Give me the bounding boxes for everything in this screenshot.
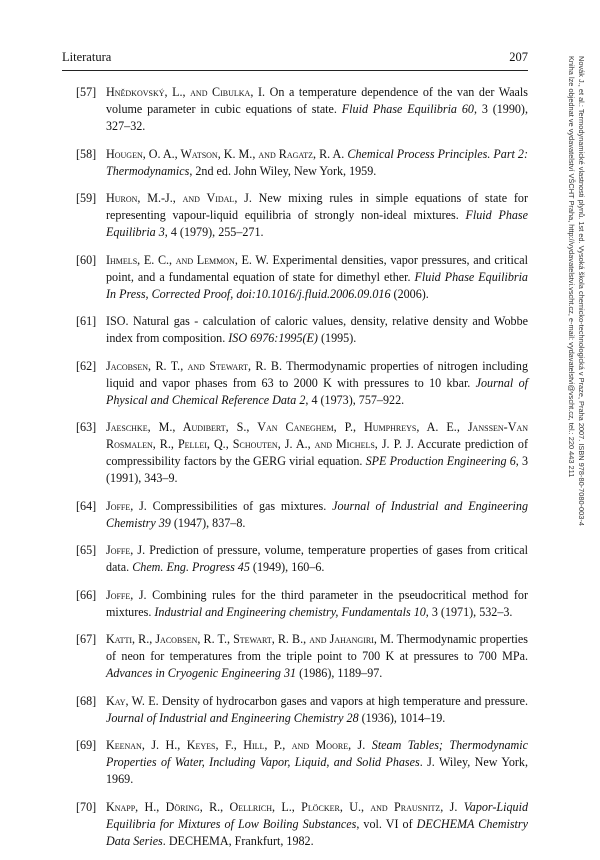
reference-67 xyxy=(62,631,528,682)
reference-62 xyxy=(62,358,528,409)
reference-source: Advances in Cryogenic Engineering 31 xyxy=(106,666,297,680)
reference-authors: Knapp, H., Döring, R., Oellrich, L., Plöcker, U., and Prausnitz, J. xyxy=(106,799,458,814)
reference-source: Steam Tables; Thermodynamic Properties of Water, Including Vapor, Liquid, and Solid Phases xyxy=(106,738,529,769)
header-rule xyxy=(62,70,528,71)
reference-authors: Joffe, J. xyxy=(106,543,146,557)
reference-source: Journal of Physical and Chemical Reference Data 2 xyxy=(106,375,528,407)
reference-source: SPE Production Engineering 6 xyxy=(365,454,516,468)
page-number: 207 xyxy=(509,50,528,64)
reference-title: Experimental densities, vapor pressures, and critical point, and a fundamental equation of state for dimethyl ether. xyxy=(106,252,528,284)
reference-details: , 4 (1979), 255–271. xyxy=(164,225,264,239)
reference-58 xyxy=(62,146,528,180)
header-title: Literatura xyxy=(62,50,112,64)
reference-authors: Joffe, J. xyxy=(106,587,147,602)
reference-number: [61] xyxy=(76,314,97,328)
reference-number: [69] xyxy=(76,738,97,752)
reference-59 xyxy=(62,190,528,241)
reference-69 xyxy=(62,737,528,788)
reference-list xyxy=(62,84,528,860)
reference-authors: Hougen, O. A., Watson, K. M., and Ragatz, R. A. xyxy=(106,146,345,161)
reference-number: [60] xyxy=(76,252,97,267)
reference-authors: Joffe, J. xyxy=(106,498,147,513)
reference-authors: Jaeschke, M., Audibert, S., Van Caneghem, P., Humphreys, A. E., Janssen-Van Rosmalen, R., Pellei, Q., Schouten, J. A., and Michels, J. P. J. xyxy=(106,420,528,451)
reference-title: Accurate prediction of compressibility factors by the GERG virial equation. xyxy=(106,437,528,468)
reference-title: Thermodynamic properties of nitrogen including liquid and vapor phases from 63 to 2000 K with pressures to 10 kbar. xyxy=(106,358,528,390)
reference-64 xyxy=(62,498,528,532)
reference-number: [65] xyxy=(76,543,97,557)
reference-title: ISO. Natural gas - calculation of caloric values, density, relative density and Wobbe index from composition. xyxy=(106,314,528,345)
reference-60 xyxy=(62,252,528,303)
reference-title: Density of hydrocarbon gases and vapors at high temperature and pressure. xyxy=(158,693,528,708)
reference-source: Fluid Phase Equilibria 60 xyxy=(341,102,474,116)
reference-title: Combining rules for the third parameter in the pseudocritical method for mixtures. xyxy=(106,587,528,619)
reference-publisher: . DECHEMA, Frankfurt, 1982. xyxy=(162,833,314,848)
reference-number: [57] xyxy=(76,85,97,99)
reference-details: , 3 (1990), 327–32. xyxy=(106,102,528,133)
reference-57 xyxy=(62,84,528,135)
reference-source: Journal of Industrial and Engineering Chemistry 39 xyxy=(106,498,528,530)
reference-source: Journal of Industrial and Engineering Chemistry 28 xyxy=(106,710,359,725)
reference-68 xyxy=(62,693,528,727)
reference-title: Thermodynamic properties of neon for temperatures from the triple point to 700 K at pressures to 700 MPa. xyxy=(106,632,528,663)
reference-details: , 4 (1973), 757–922. xyxy=(305,392,405,407)
reference-authors: Keenan, J. H., Keyes, F., Hill, P., and Moore, J. xyxy=(106,738,366,752)
margin-copyright-note xyxy=(566,56,586,596)
running-header xyxy=(62,50,528,68)
reference-63 xyxy=(62,419,528,487)
reference-details: , vol. VI of xyxy=(356,816,417,831)
reference-source: Industrial and Engineering chemistry, Fundamentals 10 xyxy=(154,604,426,619)
reference-source: Chemical Process Principles. Part 2: Thermodynamics xyxy=(106,146,529,178)
reference-number: [66] xyxy=(76,587,97,602)
reference-source: Vapor-Liquid Equilibria for Mixtures of Low Boiling Substances xyxy=(106,799,528,831)
reference-title: On a temperature dependence of the van der Waals volume parameter in cubic equations of state. xyxy=(106,85,528,116)
margin-note-line-2: Kniha lze objednat ve vydavatelství VŠCHT Praha, http://vydavatelstvi.vscht.cz, e-mail: vydavatelstvi@vscht.cz, tel.: 220 443 211 xyxy=(567,56,576,478)
reference-number: [63] xyxy=(76,420,97,434)
reference-authors: Hnědkovský, L., and Cibulka, I. xyxy=(106,85,265,99)
reference-number: [58] xyxy=(76,146,97,161)
reference-title: Prediction of pressure, volume, temperature properties of gases from critical data. xyxy=(106,543,528,574)
reference-title: Compressibilities of gas mixtures. xyxy=(146,498,333,513)
reference-70 xyxy=(62,799,528,850)
reference-66 xyxy=(62,587,528,621)
reference-source: ISO 6976:1995(E) xyxy=(228,331,318,345)
reference-source: Fluid Phase Equilibria In Press, Corrected Proof, doi:10.1016/j.fluid.2006.09.016 xyxy=(106,269,528,301)
reference-number: [70] xyxy=(76,799,97,814)
reference-source: Chem. Eng. Progress 45 xyxy=(132,560,250,574)
reference-authors: Jacobsen, R. T., and Stewart, R. B. xyxy=(106,358,282,373)
reference-details: (2006). xyxy=(390,286,429,301)
reference-number: [68] xyxy=(76,693,97,708)
reference-authors: Huron, M.-J., and Vidal, J. xyxy=(106,191,252,205)
reference-details: (1995). xyxy=(317,331,357,345)
reference-details: (1947), 837–8. xyxy=(170,515,246,530)
reference-details: (1986), 1189–97. xyxy=(296,666,383,680)
reference-number: [67] xyxy=(76,632,97,646)
reference-title: New mixing rules in simple equations of state for representing vapour-liquid equilibria of strongly non-ideal mixtures. xyxy=(106,191,528,222)
reference-number: [59] xyxy=(76,191,97,205)
reference-details: , 3 (1971), 532–3. xyxy=(425,604,513,619)
reference-61 xyxy=(62,313,528,347)
reference-authors: Kay, W. E. xyxy=(106,693,159,708)
reference-details: (1949), 160–6. xyxy=(249,560,325,574)
reference-details: . J. Wiley, New York, 1969. xyxy=(106,755,528,786)
reference-65 xyxy=(62,542,528,576)
reference-details: , 3 (1991), 343–9. xyxy=(106,454,528,485)
reference-authors: Ihmels, E. C., and Lemmon, E. W. xyxy=(106,252,269,267)
margin-note-line-1: Novák J., et al.: Termodynamické vlastnosti plynů. 1st ed. Vysoká škola chemicko-technologická v Praze, Praha 2007. ISBN 978-80-7080-003-4 xyxy=(577,56,586,526)
reference-series: DECHEMA Chemistry Data Series xyxy=(106,816,528,848)
reference-source: Fluid Phase Equilibria 3 xyxy=(106,208,528,239)
reference-details: , 2nd ed. John Wiley, New York, 1959. xyxy=(189,163,377,178)
reference-number: [64] xyxy=(76,498,97,513)
reference-details: (1936), 1014–19. xyxy=(358,710,446,725)
reference-number: [62] xyxy=(76,358,97,373)
reference-authors: Katti, R., Jacobsen, R. T., Stewart, R. B., and Jahangiri, M. xyxy=(106,632,394,646)
